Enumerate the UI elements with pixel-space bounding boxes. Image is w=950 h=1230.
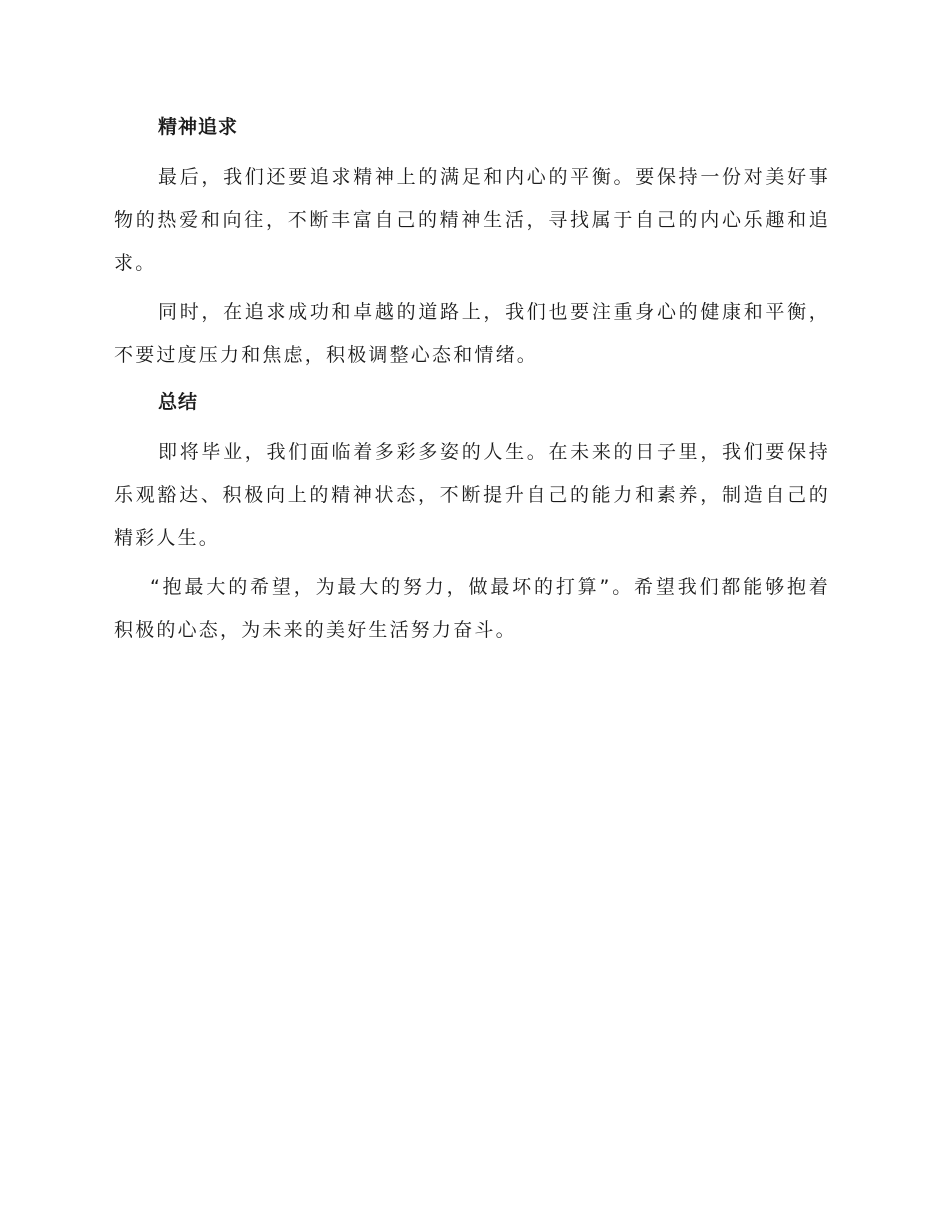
section-heading-spiritual: 精神追求 <box>158 116 239 138</box>
paragraph: 最后，我们还要追求精神上的满足和内心的平衡。要保持一份对美好事物的热爱和向往，不断丰富自己的精神生活，寻找属于自己的内心乐趣和追求。 <box>114 166 830 274</box>
document-body <box>114 110 830 658</box>
section-heading-summary: 总结 <box>158 391 199 413</box>
paragraph: 同时，在追求成功和卓越的道路上，我们也要注重身心的健康和平衡，不要过度压力和焦虑，积极调整心态和情绪。 <box>114 301 830 366</box>
paragraph: 即将毕业，我们面临着多彩多姿的人生。在未来的日子里，我们要保持乐观豁达、积极向上的精神状态，不断提升自己的能力和素养，制造自己的精彩人生。 <box>114 441 830 549</box>
quote-paragraph: “抱最大的希望，为最大的努力，做最坏的打算”。希望我们都能够抱着积极的心态，为未来的美好生活努力奋斗。 <box>114 576 830 641</box>
